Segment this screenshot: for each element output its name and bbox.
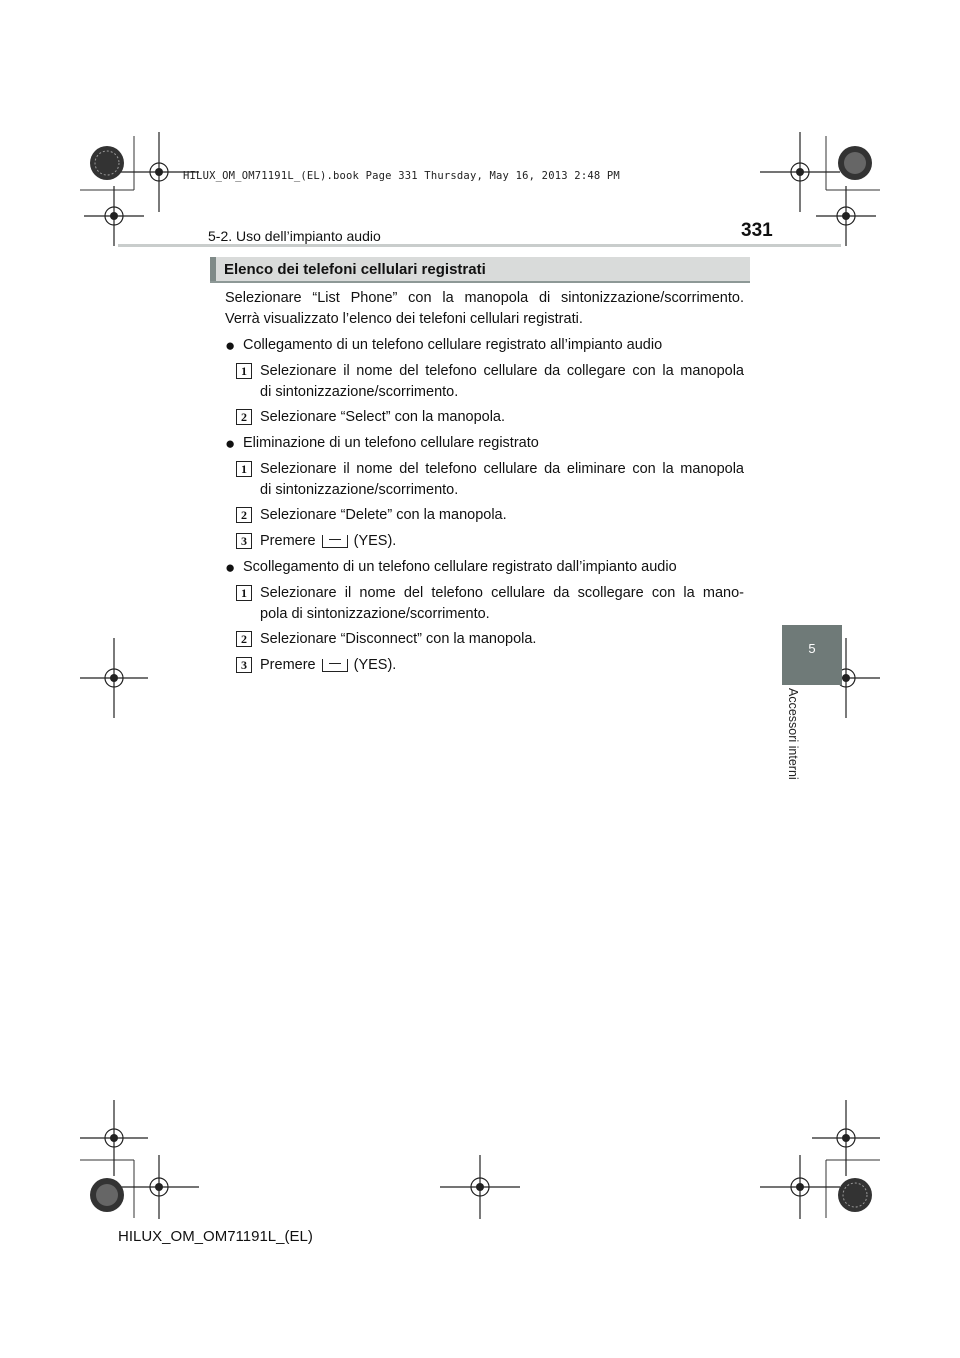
step-number-box: 2 [236, 409, 252, 425]
footer-manual-code: HILUX_OM_OM71191L_(EL) [118, 1228, 313, 1245]
step-number-box: 2 [236, 631, 252, 647]
bullet-icon: ● [225, 336, 236, 355]
step-text-post: (YES). [353, 657, 397, 673]
intro-line-2: Verrà visualizzato l’elenco dei telefoni cellulari registrati. [225, 311, 583, 327]
step-text-continued: pola di sintonizzazione/scorrimento. [260, 606, 490, 622]
step-text [260, 532, 396, 551]
step-text: Selezionare il nome del telefono cellulare da collegare con la manopola [260, 363, 744, 379]
chapter-number: 5 [808, 641, 816, 656]
print-info-line: HILUX_OM_OM71191L_(EL).book Page 331 Thursday, May 16, 2013 2:48 PM [183, 170, 620, 182]
intro-line-1: Selezionare “List Phone” con la manopola di sintonizzazione/scorrimento. [225, 290, 744, 306]
step-number-box: 1 [236, 363, 252, 379]
step-text: Selezionare il nome del telefono cellulare da scollegare con la mano- [260, 585, 744, 601]
step-number-box: 3 [236, 657, 252, 673]
section-bar-underline [210, 281, 750, 283]
header-section-title: 5-2. Uso dell’impianto audio [208, 228, 381, 244]
step-number-box: 1 [236, 461, 252, 477]
step-text-pre: Premere [260, 657, 316, 673]
step-number-box: 2 [236, 507, 252, 523]
step-text: Selezionare il nome del telefono cellulare da eliminare con la manopola [260, 461, 744, 477]
bullet-icon: ● [225, 558, 236, 577]
header-rule [118, 244, 841, 247]
step-text [260, 656, 396, 675]
section-heading: Elenco dei telefoni cellulari registrati [224, 261, 486, 278]
step-text: Selezionare “Select” con la manopola. [260, 409, 506, 425]
chapter-title: Accessori interni [786, 688, 800, 780]
chapter-side-label [786, 688, 806, 798]
chapter-tab [782, 625, 842, 685]
step-text-continued: di sintonizzazione/scorrimento. [260, 384, 459, 400]
step-text-continued: di sintonizzazione/scorrimento. [260, 482, 459, 498]
bullet-heading: Scollegamento di un telefono cellulare registrato dall’impianto audio [243, 559, 677, 575]
step-number-box: 3 [236, 533, 252, 549]
step-text-pre: Premere [260, 533, 316, 549]
section-heading-bar [210, 257, 750, 283]
section-bar-accent [210, 257, 216, 283]
bullet-heading: Eliminazione di un telefono cellulare registrato [243, 435, 539, 451]
yes-key-icon [322, 535, 348, 548]
step-text: Selezionare “Disconnect” con la manopola. [260, 631, 537, 647]
bullet-heading: Collegamento di un telefono cellulare registrato all’impianto audio [243, 337, 663, 353]
step-text: Selezionare “Delete” con la manopola. [260, 507, 507, 523]
yes-key-icon [322, 659, 348, 672]
page-number: 331 [741, 220, 773, 241]
step-number-box: 1 [236, 585, 252, 601]
bullet-icon: ● [225, 434, 236, 453]
step-text-post: (YES). [353, 533, 397, 549]
